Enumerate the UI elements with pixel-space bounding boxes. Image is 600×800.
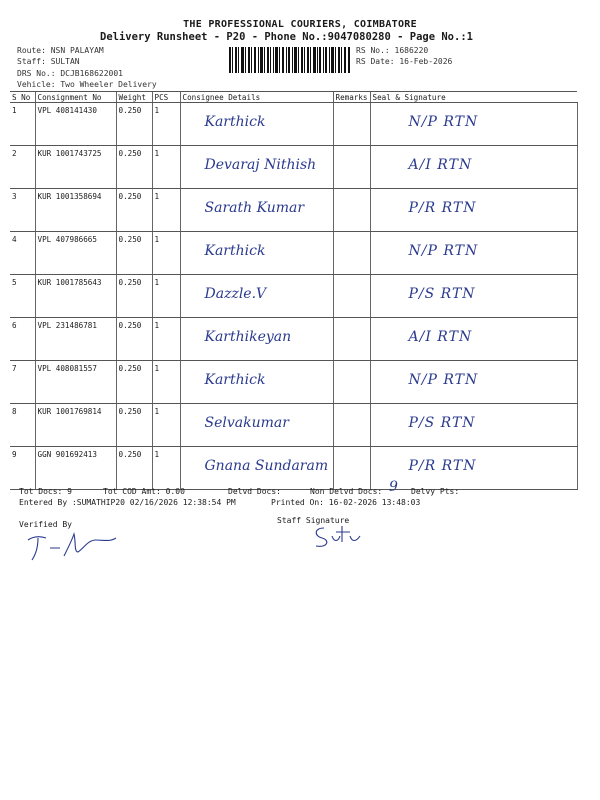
consignment-number: KUR 1001769814	[35, 404, 116, 447]
consignment-number: GGN 901692413	[35, 447, 116, 490]
column-header-seal: Seal & Signature	[370, 92, 577, 103]
seal-cell	[370, 275, 577, 318]
seal-cell	[370, 361, 577, 404]
consignee-handwriting: Karthick	[204, 372, 266, 388]
consignee-cell	[180, 232, 333, 275]
seal-handwriting: N/P RTN	[408, 243, 479, 259]
printed-on: Printed On: 16-02-2026 13:48:03	[271, 498, 421, 507]
consignee-cell	[180, 146, 333, 189]
document-title: THE PROFESSIONAL COURIERS, COIMBATORE	[183, 19, 417, 30]
remarks-cell	[333, 189, 370, 232]
seal-handwriting: P/S RTN	[408, 286, 476, 302]
pcs-value: 1	[152, 146, 180, 189]
route-label: Route: NSN PALAYAM	[17, 46, 104, 55]
consignee-cell	[180, 447, 333, 490]
remarks-cell	[333, 232, 370, 275]
delivery-points: Delvy Pts:	[411, 487, 460, 496]
non-delivered-docs: Non Delvd Docs:	[310, 487, 383, 496]
vehicle-label: Vehicle: Two Wheeler Delivery	[17, 80, 157, 89]
seal-cell	[370, 232, 577, 275]
staff-signature-label: Staff Signature	[277, 516, 350, 525]
pcs-value: 1	[152, 189, 180, 232]
weight-value: 0.250	[116, 318, 152, 361]
verified-by-label: Verified By	[19, 520, 72, 529]
table-row	[10, 146, 577, 189]
remarks-cell	[333, 447, 370, 490]
seal-cell	[370, 404, 577, 447]
rs-date: RS Date: 16-Feb-2026	[356, 57, 453, 66]
entered-by: Entered By :SUMATHIP20 02/16/2026 12:38:54 PM	[19, 498, 236, 507]
consignee-cell	[180, 361, 333, 404]
pcs-value: 1	[152, 232, 180, 275]
barcode-image	[229, 47, 350, 73]
pcs-value: 1	[152, 447, 180, 490]
table-row	[10, 447, 577, 490]
seal-handwriting: P/R RTN	[408, 200, 477, 216]
column-header-consignee: Consignee Details	[180, 92, 333, 103]
weight-value: 0.250	[116, 189, 152, 232]
seal-cell	[370, 318, 577, 361]
rs-number: RS No.: 1686220	[356, 46, 429, 55]
weight-value: 0.250	[116, 361, 152, 404]
consignee-cell	[180, 189, 333, 232]
consignee-cell	[180, 318, 333, 361]
serial-number: 4	[10, 232, 35, 275]
non-delivered-count: 9	[389, 479, 398, 495]
serial-number: 5	[10, 275, 35, 318]
weight-value: 0.250	[116, 447, 152, 490]
drs-number: DRS No.: DCJB168622001	[17, 69, 123, 78]
serial-number: 2	[10, 146, 35, 189]
runsheet-subtitle: Delivery Runsheet - P20 - Phone No.:9047080280 - Page No.:1	[100, 31, 473, 43]
seal-cell	[370, 447, 577, 490]
remarks-cell	[333, 404, 370, 447]
consignment-number: KUR 1001785643	[35, 275, 116, 318]
consignee-cell	[180, 404, 333, 447]
delivered-docs: Delvd Docs:	[228, 487, 281, 496]
table-row	[10, 232, 577, 275]
remarks-cell	[333, 318, 370, 361]
consignee-handwriting: Sarath Kumar	[204, 200, 305, 216]
table-row	[10, 103, 577, 146]
remarks-cell	[333, 103, 370, 146]
serial-number: 3	[10, 189, 35, 232]
table-row	[10, 361, 577, 404]
column-header-consignment: Consignment No	[35, 92, 116, 103]
consignment-number: KUR 1001743725	[35, 146, 116, 189]
table-row	[10, 189, 577, 232]
seal-handwriting: P/S RTN	[408, 415, 476, 431]
table-row	[10, 318, 577, 361]
pcs-value: 1	[152, 404, 180, 447]
remarks-cell	[333, 275, 370, 318]
seal-handwriting: P/R RTN	[408, 458, 477, 474]
consignee-handwriting: Karthikeyan	[204, 329, 292, 345]
seal-handwriting: N/P RTN	[408, 372, 479, 388]
consignee-handwriting: Dazzle.V	[204, 286, 267, 302]
weight-value: 0.250	[116, 404, 152, 447]
consignee-cell	[180, 103, 333, 146]
total-cod-amount: Tot COD Amt: 0.00	[103, 487, 185, 496]
table-row	[10, 404, 577, 447]
consignment-number: KUR 1001358694	[35, 189, 116, 232]
column-header-remarks: Remarks	[333, 92, 370, 103]
serial-number: 6	[10, 318, 35, 361]
weight-value: 0.250	[116, 232, 152, 275]
serial-number: 8	[10, 404, 35, 447]
seal-handwriting: A/I RTN	[408, 157, 473, 173]
remarks-cell	[333, 146, 370, 189]
consignment-number: VPL 408141430	[35, 103, 116, 146]
consignee-handwriting: Karthick	[204, 243, 266, 259]
consignment-number: VPL 231486781	[35, 318, 116, 361]
column-header-sno: S No	[10, 92, 35, 103]
consignee-handwriting: Devaraj Nithish	[204, 157, 317, 173]
serial-number: 9	[10, 447, 35, 490]
weight-value: 0.250	[116, 275, 152, 318]
table-header-row	[10, 92, 577, 103]
seal-handwriting: N/P RTN	[408, 114, 479, 130]
seal-cell	[370, 189, 577, 232]
consignment-number: VPL 408081557	[35, 361, 116, 404]
staff-signature	[310, 522, 370, 552]
pcs-value: 1	[152, 103, 180, 146]
serial-number: 7	[10, 361, 35, 404]
seal-cell	[370, 103, 577, 146]
consignee-handwriting: Gnana Sundaram	[204, 458, 329, 474]
consignee-cell	[180, 275, 333, 318]
pcs-value: 1	[152, 361, 180, 404]
remarks-cell	[333, 361, 370, 404]
seal-handwriting: A/I RTN	[408, 329, 473, 345]
serial-number: 1	[10, 103, 35, 146]
verifier-signature	[26, 526, 126, 566]
runsheet-table	[10, 91, 578, 490]
staff-label: Staff: SULTAN	[17, 57, 80, 66]
column-header-pcs: PCS	[152, 92, 180, 103]
consignee-handwriting: Karthick	[204, 114, 266, 130]
pcs-value: 1	[152, 318, 180, 361]
pcs-value: 1	[152, 275, 180, 318]
seal-cell	[370, 146, 577, 189]
column-header-weight: Weight	[116, 92, 152, 103]
consignee-handwriting: Selvakumar	[204, 415, 289, 431]
table-row	[10, 275, 577, 318]
weight-value: 0.250	[116, 146, 152, 189]
consignment-number: VPL 407986665	[35, 232, 116, 275]
weight-value: 0.250	[116, 103, 152, 146]
total-docs: Tot Docs: 9	[19, 487, 72, 496]
